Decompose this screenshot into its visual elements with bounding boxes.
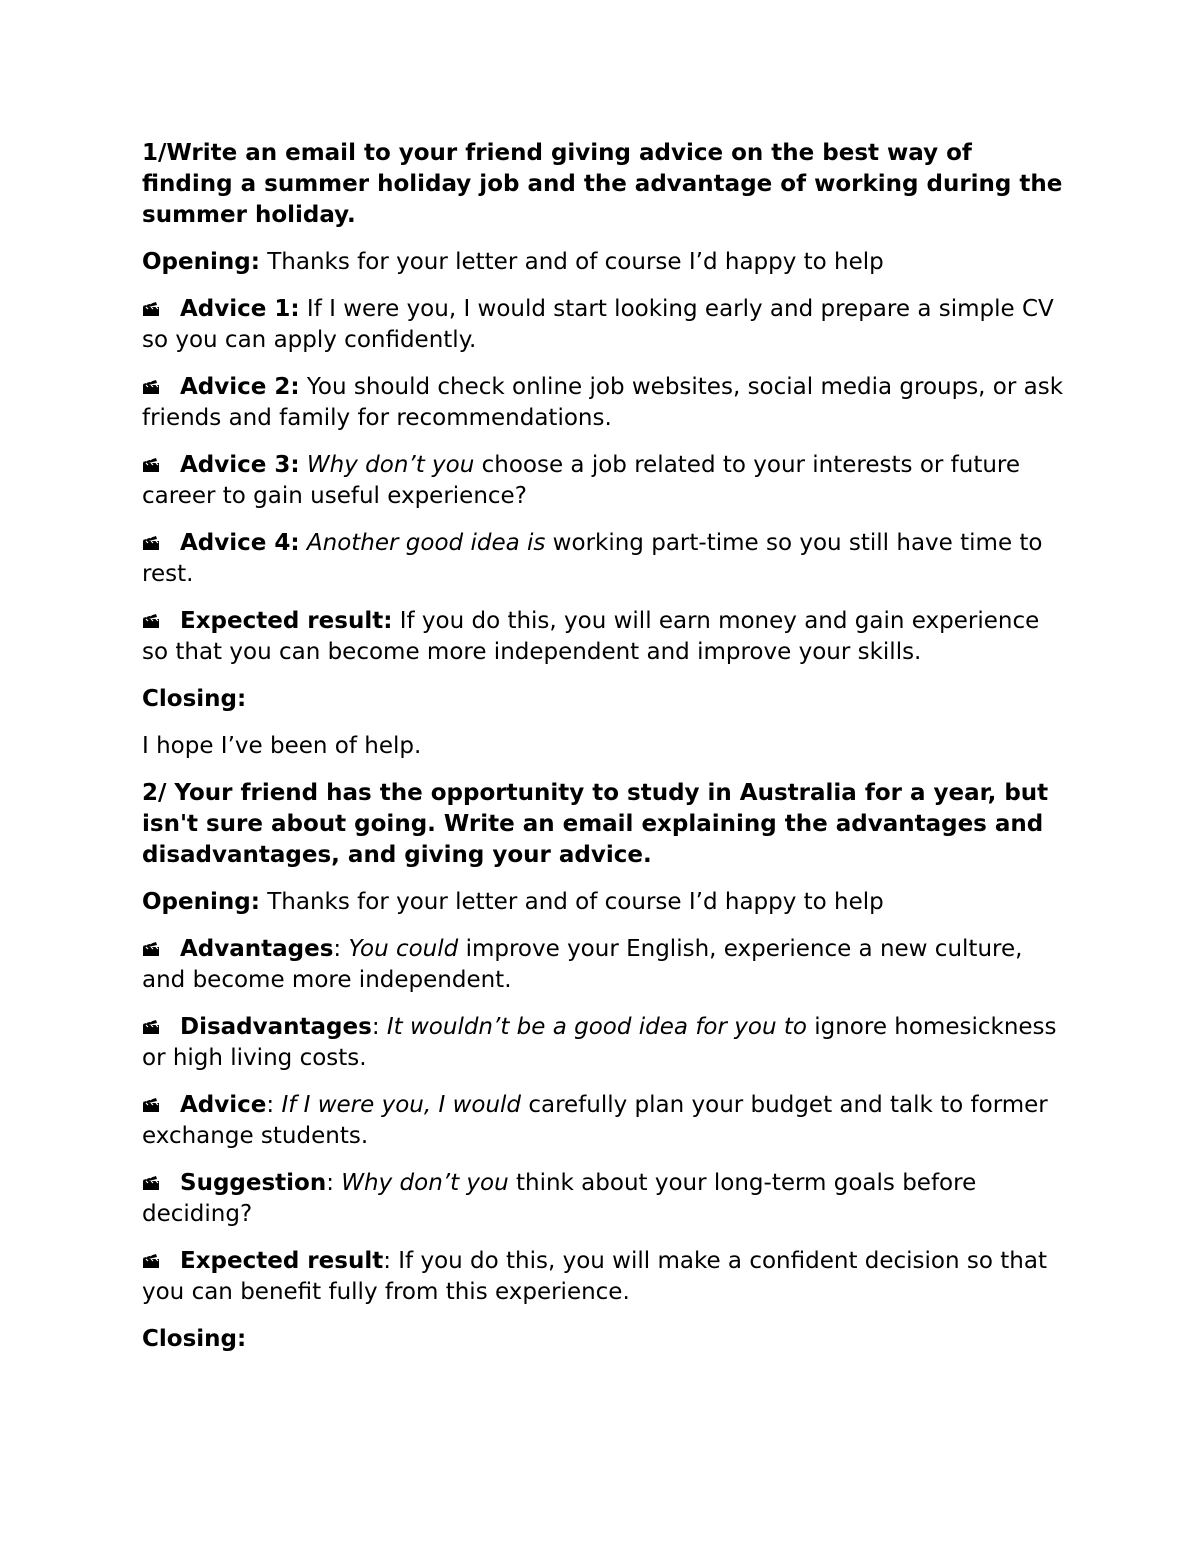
advice3-italic: Why don’t you xyxy=(306,452,475,478)
opening-label: Opening: xyxy=(142,889,260,915)
advice4-label: Advice 4: xyxy=(180,530,300,556)
suggestion-colon: : xyxy=(326,1170,342,1196)
suggestion-text: think about your long-term goals before deciding? xyxy=(142,1170,977,1227)
advice1-text: If I were you, I would start looking early and prepare a simple CV so you can apply confidently. xyxy=(142,296,1054,353)
advice3-text: choose a job related to your interests or future career to gain useful experience? xyxy=(142,452,1021,509)
section1-opening xyxy=(142,247,1067,278)
advantages-text: improve your English, experience a new culture, and become more independent. xyxy=(142,936,1023,993)
clapperboard-icon xyxy=(142,301,160,317)
clapperboard-icon xyxy=(142,379,160,395)
clapperboard-icon xyxy=(142,613,160,629)
suggestion-italic: Why don’t you xyxy=(341,1170,509,1196)
advantages-colon: : xyxy=(333,936,349,962)
advice4-italic: Another good idea is xyxy=(306,530,546,556)
section1-title: 1/Write an email to your friend giving advice on the best way of finding a summer holiday job and the advantage of working during the summer holiday. xyxy=(142,140,1063,228)
advantages-label: Advantages xyxy=(180,936,334,962)
advice1-label: Advice 1: xyxy=(180,296,300,322)
section2-advice xyxy=(142,1090,1067,1152)
suggestion-label: Suggestion xyxy=(180,1170,327,1196)
section2-disadvantages xyxy=(142,1012,1067,1074)
advice4-text: working part-time so you still have time to rest. xyxy=(142,530,1043,587)
disadvantages-italic: It wouldn’t be a good idea for you to xyxy=(386,1014,807,1040)
clapperboard-icon xyxy=(142,1253,160,1269)
advice-colon: : xyxy=(266,1092,282,1118)
advice-italic: If I were you, I would xyxy=(281,1092,522,1118)
section2-title: 2/ Your friend has the opportunity to study in Australia for a year, but isn't sure about going. Write an email explaining the advantages and disadvantages, and giving your advice. xyxy=(142,780,1049,868)
result-text: If you do this, you will earn money and gain experience so that you can become more independent and improve your skills. xyxy=(142,608,1040,665)
clapperboard-icon xyxy=(142,1097,160,1113)
document-page xyxy=(142,138,1067,1371)
opening-label: Opening: xyxy=(142,249,260,275)
section1-closing-label: Closing: xyxy=(142,686,247,712)
disadvantages-text: ignore homesickness or high living costs. xyxy=(142,1014,1057,1071)
clapperboard-icon xyxy=(142,941,160,957)
advice2-label: Advice 2: xyxy=(180,374,300,400)
result-text: If you do this, you will make a confident decision so that you can benefit fully from this experience. xyxy=(142,1248,1047,1305)
opening-text: Thanks for your letter and of course I’d happy to help xyxy=(259,249,884,275)
disadvantages-label: Disadvantages xyxy=(180,1014,372,1040)
section2-advantages xyxy=(142,934,1067,996)
section1-result xyxy=(142,606,1067,668)
opening-text: Thanks for your letter and of course I’d happy to help xyxy=(259,889,884,915)
section1-closing-text: I hope I’ve been of help. xyxy=(142,733,422,759)
advice-text: carefully plan your budget and talk to former exchange students. xyxy=(142,1092,1048,1149)
clapperboard-icon xyxy=(142,457,160,473)
section2-closing-label: Closing: xyxy=(142,1326,247,1352)
disadvantages-colon: : xyxy=(371,1014,387,1040)
result-label: Expected result xyxy=(180,1248,384,1274)
advantages-italic: You could xyxy=(348,936,459,962)
section2-suggestion xyxy=(142,1168,1067,1230)
result-label: Expected result: xyxy=(180,608,393,634)
section2-opening xyxy=(142,887,1067,918)
section1-advice1 xyxy=(142,294,1067,356)
advice3-label: Advice 3: xyxy=(180,452,300,478)
section1-advice3 xyxy=(142,450,1067,512)
result-colon: : xyxy=(383,1248,399,1274)
clapperboard-icon xyxy=(142,1019,160,1035)
clapperboard-icon xyxy=(142,535,160,551)
advice-label: Advice xyxy=(180,1092,267,1118)
section1-advice2 xyxy=(142,372,1067,434)
clapperboard-icon xyxy=(142,1175,160,1191)
advice2-text: You should check online job websites, social media groups, or ask friends and family for recommendations. xyxy=(142,374,1064,431)
section2-result xyxy=(142,1246,1067,1308)
section1-advice4 xyxy=(142,528,1067,590)
